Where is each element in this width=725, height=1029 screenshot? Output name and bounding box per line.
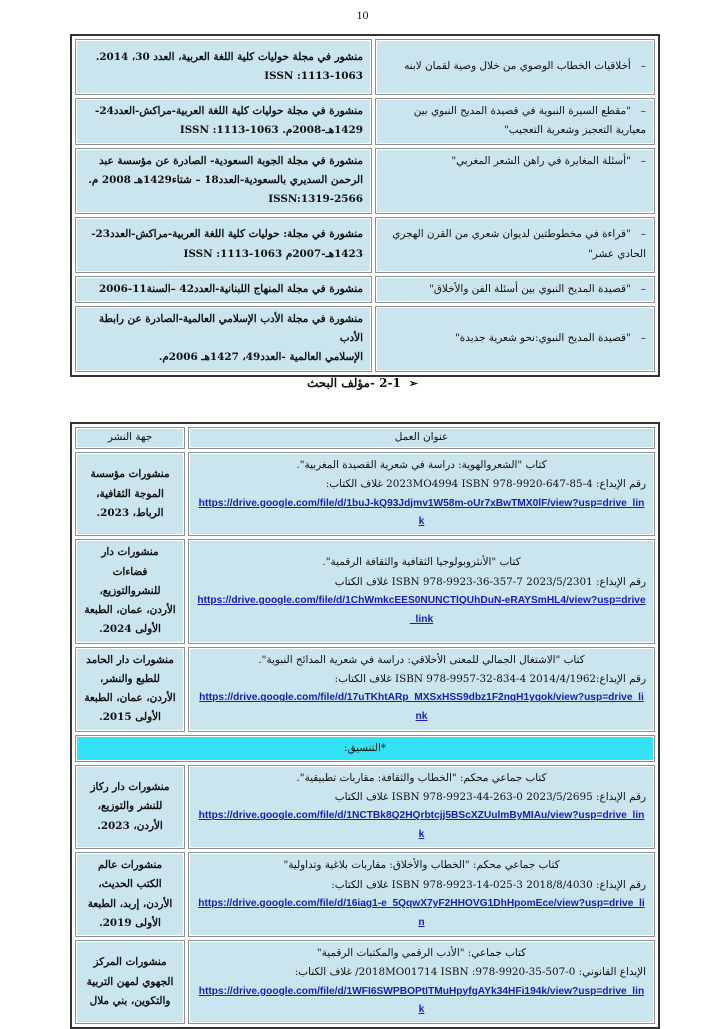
book-cover-link[interactable]: https://drive.google.com/file/d/1buJ-kQ93Jdjmv1W58m-oUr7xBwTMX0lF/view?usp=drive_link xyxy=(198,497,645,528)
table-row xyxy=(75,39,655,95)
table-row xyxy=(75,217,655,273)
table-row xyxy=(75,306,655,372)
publisher-cell: منشورات دار ركاز للنشر والتوزيع، الأردن، 2023. xyxy=(75,765,185,849)
publication-info: منشورة في مجلة الأدب الإسلامي العالمية-الصادرة عن رابطة الأدب الإسلامي العالمية -العدد49، 1427هـ 2006م. xyxy=(75,306,372,372)
publication-info: منشورة في مجلة: حوليات كلية اللغة العربية-مراكش-العدد23- 1423هـ-2007م ISSN :1113-1063 xyxy=(75,217,372,273)
publisher-cell: منشورات مؤسسة الموجة الثقافية، الرباط، 2023. xyxy=(75,452,185,536)
work-cell: كتاب جماعي: "الأدب الرقمي والمكتبات الرقمية" الإيداع القانوني: 2018MO01714 ISBN :978-9920-35-507-0/ غلاف الكتاب: https://drive.google.com/file/d/1WFI6SWPBOPtITMuHpyfgAYk34HFi194k/view?usp=drive_link xyxy=(188,940,655,1024)
book-cover-link[interactable]: https://drive.google.com/file/d/1ChWmkcEES0NUNCTlQUhDuN-eRAYSmHL4/view?usp=drive_link xyxy=(197,594,646,625)
table-row xyxy=(75,276,655,303)
section-heading: ➢2-1 -مؤلف البحث xyxy=(306,376,419,390)
header-publisher: جهة النشر xyxy=(75,427,185,449)
table-row xyxy=(75,765,655,849)
work-cell: كتاب "الأنثروبولوجيا الثقافية والثقافة الرقمية". رقم الإيداع: 2023/5/2301 ISBN 978-9923-36-357-7 غلاف الكتاب https://drive.google.com/file/d/1ChWmkcEES0NUNCTlQUhDuN-eRAYSmHL4/view?usp=drive_link xyxy=(188,539,655,643)
work-cell: كتاب "الاشتغال الجمالي للمعنى الأخلاقي: دراسة في شعرية المدائح النبوية". رقم الإيداع:2014/4/1962 ISBN 978-9957-32-834-4 غلاف الكتاب: https://drive.google.com/file/d/17uTKhtARp_MXSxHSS9dbz1F2ngH1ygok/view?usp=drive_link xyxy=(188,647,655,732)
article-title: –"قصيدة المديح النبوي بين أسئلة الفن والأخلاق" xyxy=(375,276,655,303)
work-cell: كتاب "الشعروالهوية: دراسة في شعرية القصيدة المغربية". رقم الإيداع: 2023MO4994 ISBN 978-9920-647-85-4 غلاف الكتاب: https://drive.google.com/file/d/1buJ-kQ93Jdjmv1W58m-oUr7xBwTMX0lF/view?usp=drive_link xyxy=(188,452,655,536)
publications-table xyxy=(70,34,660,377)
table-row xyxy=(75,852,655,937)
publication-info: منشورة في مجلة المنهاج اللبنانية-العدد42 –السنة11-2006 xyxy=(75,276,372,303)
article-title: –أخلاقيات الخطاب الوصوي من خلال وصية لقمان لابنه xyxy=(375,39,655,95)
book-cover-link[interactable]: https://drive.google.com/file/d/1NCTBk8Q2HQrbtcjj5BScXZUulmByMIAu/view?usp=drive_link xyxy=(198,810,645,841)
publisher-cell: منشورات عالم الكتب الحديث، الأردن، إربد، الطبعة الأولى 2019. xyxy=(75,852,185,937)
table-row xyxy=(75,98,655,145)
publisher-cell: منشورات المركز الجهوي لمهن التربية والتكوين، بني ملال xyxy=(75,940,185,1024)
work-cell: كتاب جماعي محكم: "الخطاب والثقافة: مقاربات تطبيقية". رقم الإيداع: 2023/5/2695 ISBN 978-9923-44-263-0 غلاف الكتاب https://drive.google.com/file/d/1NCTBk8Q2HQrbtcjj5BScXZUulmByMIAu/view?usp=drive_link xyxy=(188,765,655,849)
coordination-label: *التنسيق: xyxy=(75,735,655,762)
article-title: –"قراءة في مخطوطتين لديوان شعري من القرن الهجري الحادي عشر" xyxy=(375,217,655,273)
article-title: –"مقطع السيرة النبوية في قصيدة المديح النبوي بين معيارية التعجيز وشعرية التعجيب" xyxy=(375,98,655,145)
arrow-bullet-icon: ➢ xyxy=(408,377,419,390)
table-row xyxy=(75,148,655,214)
publisher-cell: منشورات دار فضاءات للنشروالتوزيع، الأردن، عمان، الطبعة الأولى 2024. xyxy=(75,539,185,643)
table-row xyxy=(75,940,655,1024)
header-work-title: عنوان العمل xyxy=(188,427,655,449)
publication-info: منشورة في مجلة الجوبة السعودية- الصادرة عن مؤسسة عبد الرحمن السديري بالسعودية-العدد18 – شتاء1429هـ 2008 م. ISSN:1319-2566 xyxy=(75,148,372,214)
page-number: 10 xyxy=(356,8,369,22)
article-title: –"أسئلة المغايرة في راهن الشعر المغربي" xyxy=(375,148,655,214)
book-cover-link[interactable]: https://drive.google.com/file/d/17uTKhtARp_MXSxHSS9dbz1F2ngH1ygok/view?usp=drive_link xyxy=(199,692,644,723)
table-row xyxy=(75,647,655,732)
coordination-row xyxy=(75,735,655,762)
table-header-row xyxy=(75,427,655,449)
work-cell: كتاب جماعي محكم: "الخطاب والأخلاق: مقاربات بلاغية وتداولية" رقم الإيداع: 2018/8/4030 ISBN 978-9923-14-025-3 غلاف الكتاب: https://drive.google.com/file/d/16iag1-e_5QqwX7yF2HHOVG1DhHpomEce/view?usp=drive_lin xyxy=(188,852,655,937)
book-cover-link[interactable]: https://drive.google.com/file/d/1WFI6SWPBOPtITMuHpyfgAYk34HFi194k/view?usp=drive_link xyxy=(198,985,645,1016)
publication-info: منشور في مجلة حوليات كلية اللغة العربية، العدد 30، 2014. ISSN :1113-1063 xyxy=(75,39,372,95)
publisher-cell: منشورات دار الحامد للطبع والنشر، الأردن، عمان، الطبعة الأولى 2015. xyxy=(75,647,185,732)
article-title: –"قصيدة المديح النبوي:نحو شعرية جديدة" xyxy=(375,306,655,372)
books-table xyxy=(70,422,660,1029)
book-cover-link[interactable]: https://drive.google.com/file/d/16iag1-e_5QqwX7yF2HHOVG1DhHpomEce/view?usp=drive_lin xyxy=(198,897,645,928)
publication-info: منشورة في مجلة حوليات كلية اللغة العربية-مراكش-العدد24- 1429هـ-2008م. ISSN :1113-1063 xyxy=(75,98,372,145)
table-row xyxy=(75,539,655,643)
table-row xyxy=(75,452,655,536)
